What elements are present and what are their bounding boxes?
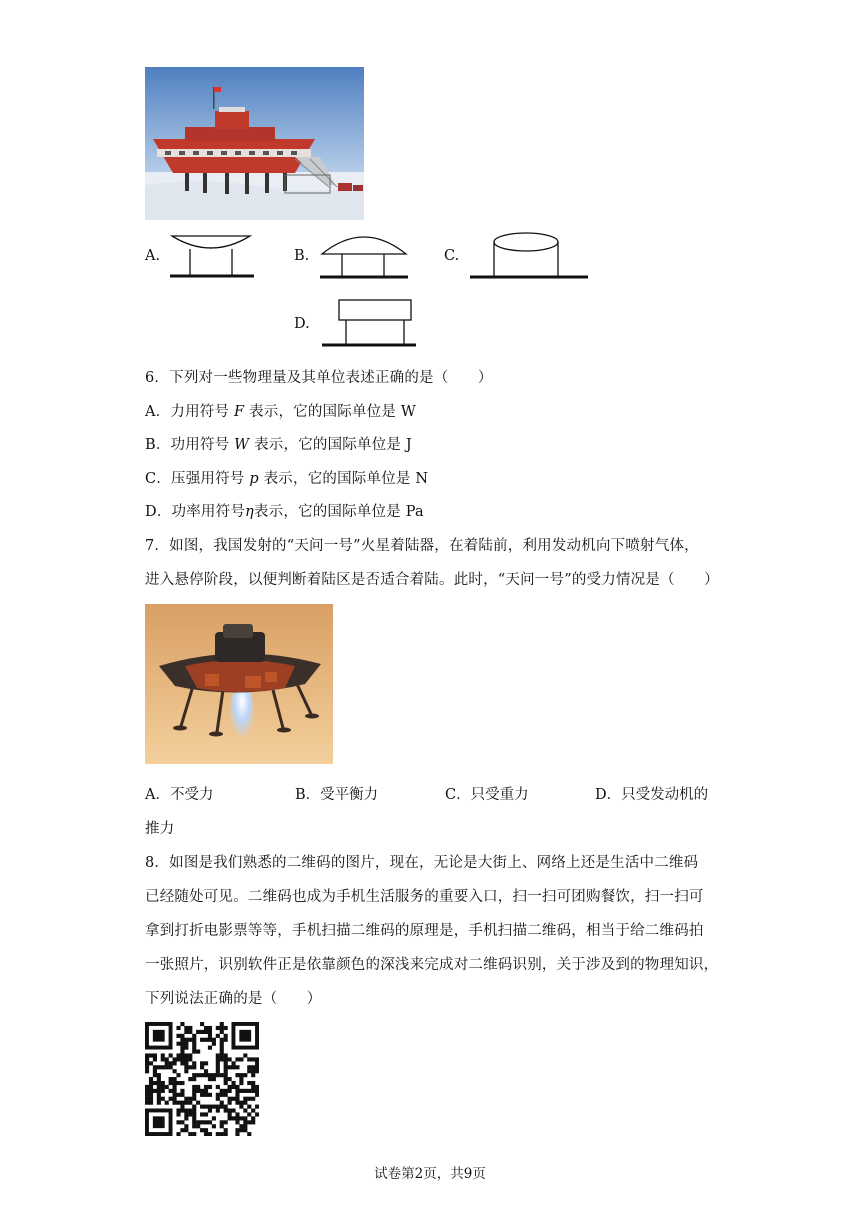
- q5-option-a-figure: [168, 234, 258, 280]
- q8-stem-line2: 已经随处可见。二维码也成为手机生活服务的重要入口，扫一扫可团购餐饮，扫一扫可: [145, 889, 704, 905]
- q6-option-c: C．压强用符号 p 表示，它的国际单位是 N: [145, 471, 429, 487]
- q5-option-a-key: A.: [145, 248, 161, 264]
- q5-option-c-figure: [468, 230, 590, 280]
- q8-stem-line3: 拿到打折电影票等等，手机扫描二维码的原理是，手机扫描二维码，相当于给二维码拍: [145, 923, 704, 939]
- q6-option-d: D．功率用符号η表示，它的国际单位是 Pa: [145, 504, 424, 520]
- antarctic-station-photo: [145, 67, 364, 220]
- qr-code-image: [145, 1022, 259, 1136]
- q7-option-a: A．不受力: [145, 787, 214, 803]
- q7-stem-line1: 7．如图，我国发射的“天问一号”火星着陆器，在着陆前，利用发动机向下喷射气体，: [145, 538, 699, 554]
- q7-option-d: D．只受发动机的: [595, 787, 709, 803]
- q5-option-d-key: D.: [294, 316, 310, 332]
- q5-option-d-figure: [320, 297, 418, 349]
- q7-option-c: C．只受重力: [445, 787, 529, 803]
- q8-stem-line1: 8．如图是我们熟悉的二维码的图片，现在，无论是大街上、网络上还是生活中二维码: [145, 855, 699, 871]
- q8-stem-line5: 下列说法正确的是（ ）: [145, 991, 322, 1007]
- q5-option-b-figure: [318, 230, 410, 280]
- q6-stem: 6．下列对一些物理量及其单位表述正确的是（ ）: [145, 370, 493, 386]
- q7-stem-line2: 进入悬停阶段，以便判断着陆区是否适合着陆。此时，“天问一号”的受力情况是（ ）: [145, 572, 719, 588]
- q6-option-a: A．力用符号 F 表示，它的国际单位是 W: [145, 404, 416, 420]
- q6-option-b: B．功用符号 W 表示，它的国际单位是 J: [145, 437, 412, 453]
- page-footer: 试卷第2页，共9页: [374, 1166, 486, 1182]
- q5-option-c-key: C.: [444, 248, 460, 264]
- q7-option-d-wrap: 推力: [145, 821, 175, 837]
- q5-option-b-key: B.: [294, 248, 310, 264]
- q8-stem-line4: 一张照片，识别软件正是依靠颜色的深浅来完成对二维码识别，关于涉及到的物理知识，: [145, 957, 719, 973]
- q7-option-b: B．受平衡力: [295, 787, 379, 803]
- mars-lander-photo: [145, 604, 333, 764]
